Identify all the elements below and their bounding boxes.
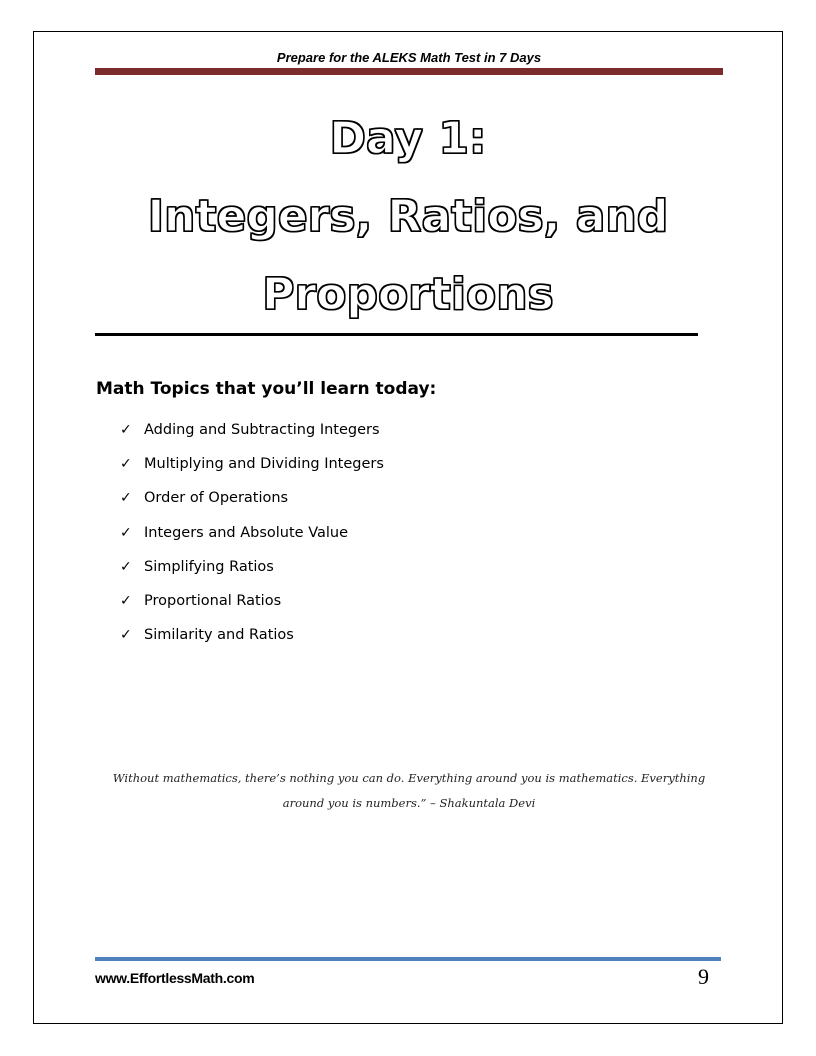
topic-label: Simplifying Ratios	[144, 558, 274, 575]
checkmark-icon: ✓	[120, 592, 132, 609]
topic-item	[120, 525, 384, 559]
topics-list	[120, 422, 384, 661]
topic-item	[120, 559, 384, 593]
topic-label: Proportional Ratios	[144, 592, 282, 609]
chapter-title-line-2: Integers, Ratios, and	[147, 191, 669, 242]
title-divider	[95, 333, 698, 336]
topic-label: Similarity and Ratios	[144, 627, 294, 644]
footer-divider	[95, 957, 721, 961]
checkmark-icon: ✓	[120, 627, 132, 644]
topic-label: Integers and Absolute Value	[144, 524, 349, 541]
topics-heading: Math Topics that you’ll learn today:	[96, 379, 437, 399]
topic-item	[120, 593, 384, 627]
chapter-title-line-3: Proportions	[262, 269, 554, 320]
topic-item	[120, 456, 384, 490]
quote: Without mathematics, there’s nothing you can do. Everything around you is mathematics. Everything around you is numbers.” – Shakuntala Devi	[112, 771, 706, 810]
chapter-title	[95, 100, 721, 334]
running-header: Prepare for the ALEKS Math Test in 7 Days	[276, 50, 542, 65]
footer-url: www.EffortlessMath.com	[95, 970, 255, 986]
topic-item	[120, 422, 384, 456]
topic-label: Adding and Subtracting Integers	[144, 422, 380, 438]
page-number: 9	[698, 964, 709, 989]
topic-item	[120, 490, 384, 524]
topic-label: Order of Operations	[144, 490, 289, 507]
topic-label: Multiplying and Dividing Integers	[144, 456, 384, 473]
checkmark-icon: ✓	[120, 422, 132, 438]
topic-item	[120, 627, 384, 661]
chapter-title-line-1: Day 1:	[329, 113, 487, 164]
checkmark-icon: ✓	[120, 456, 132, 473]
header-divider	[95, 68, 723, 75]
checkmark-icon: ✓	[120, 558, 132, 575]
checkmark-icon: ✓	[120, 524, 132, 541]
checkmark-icon: ✓	[120, 490, 132, 507]
